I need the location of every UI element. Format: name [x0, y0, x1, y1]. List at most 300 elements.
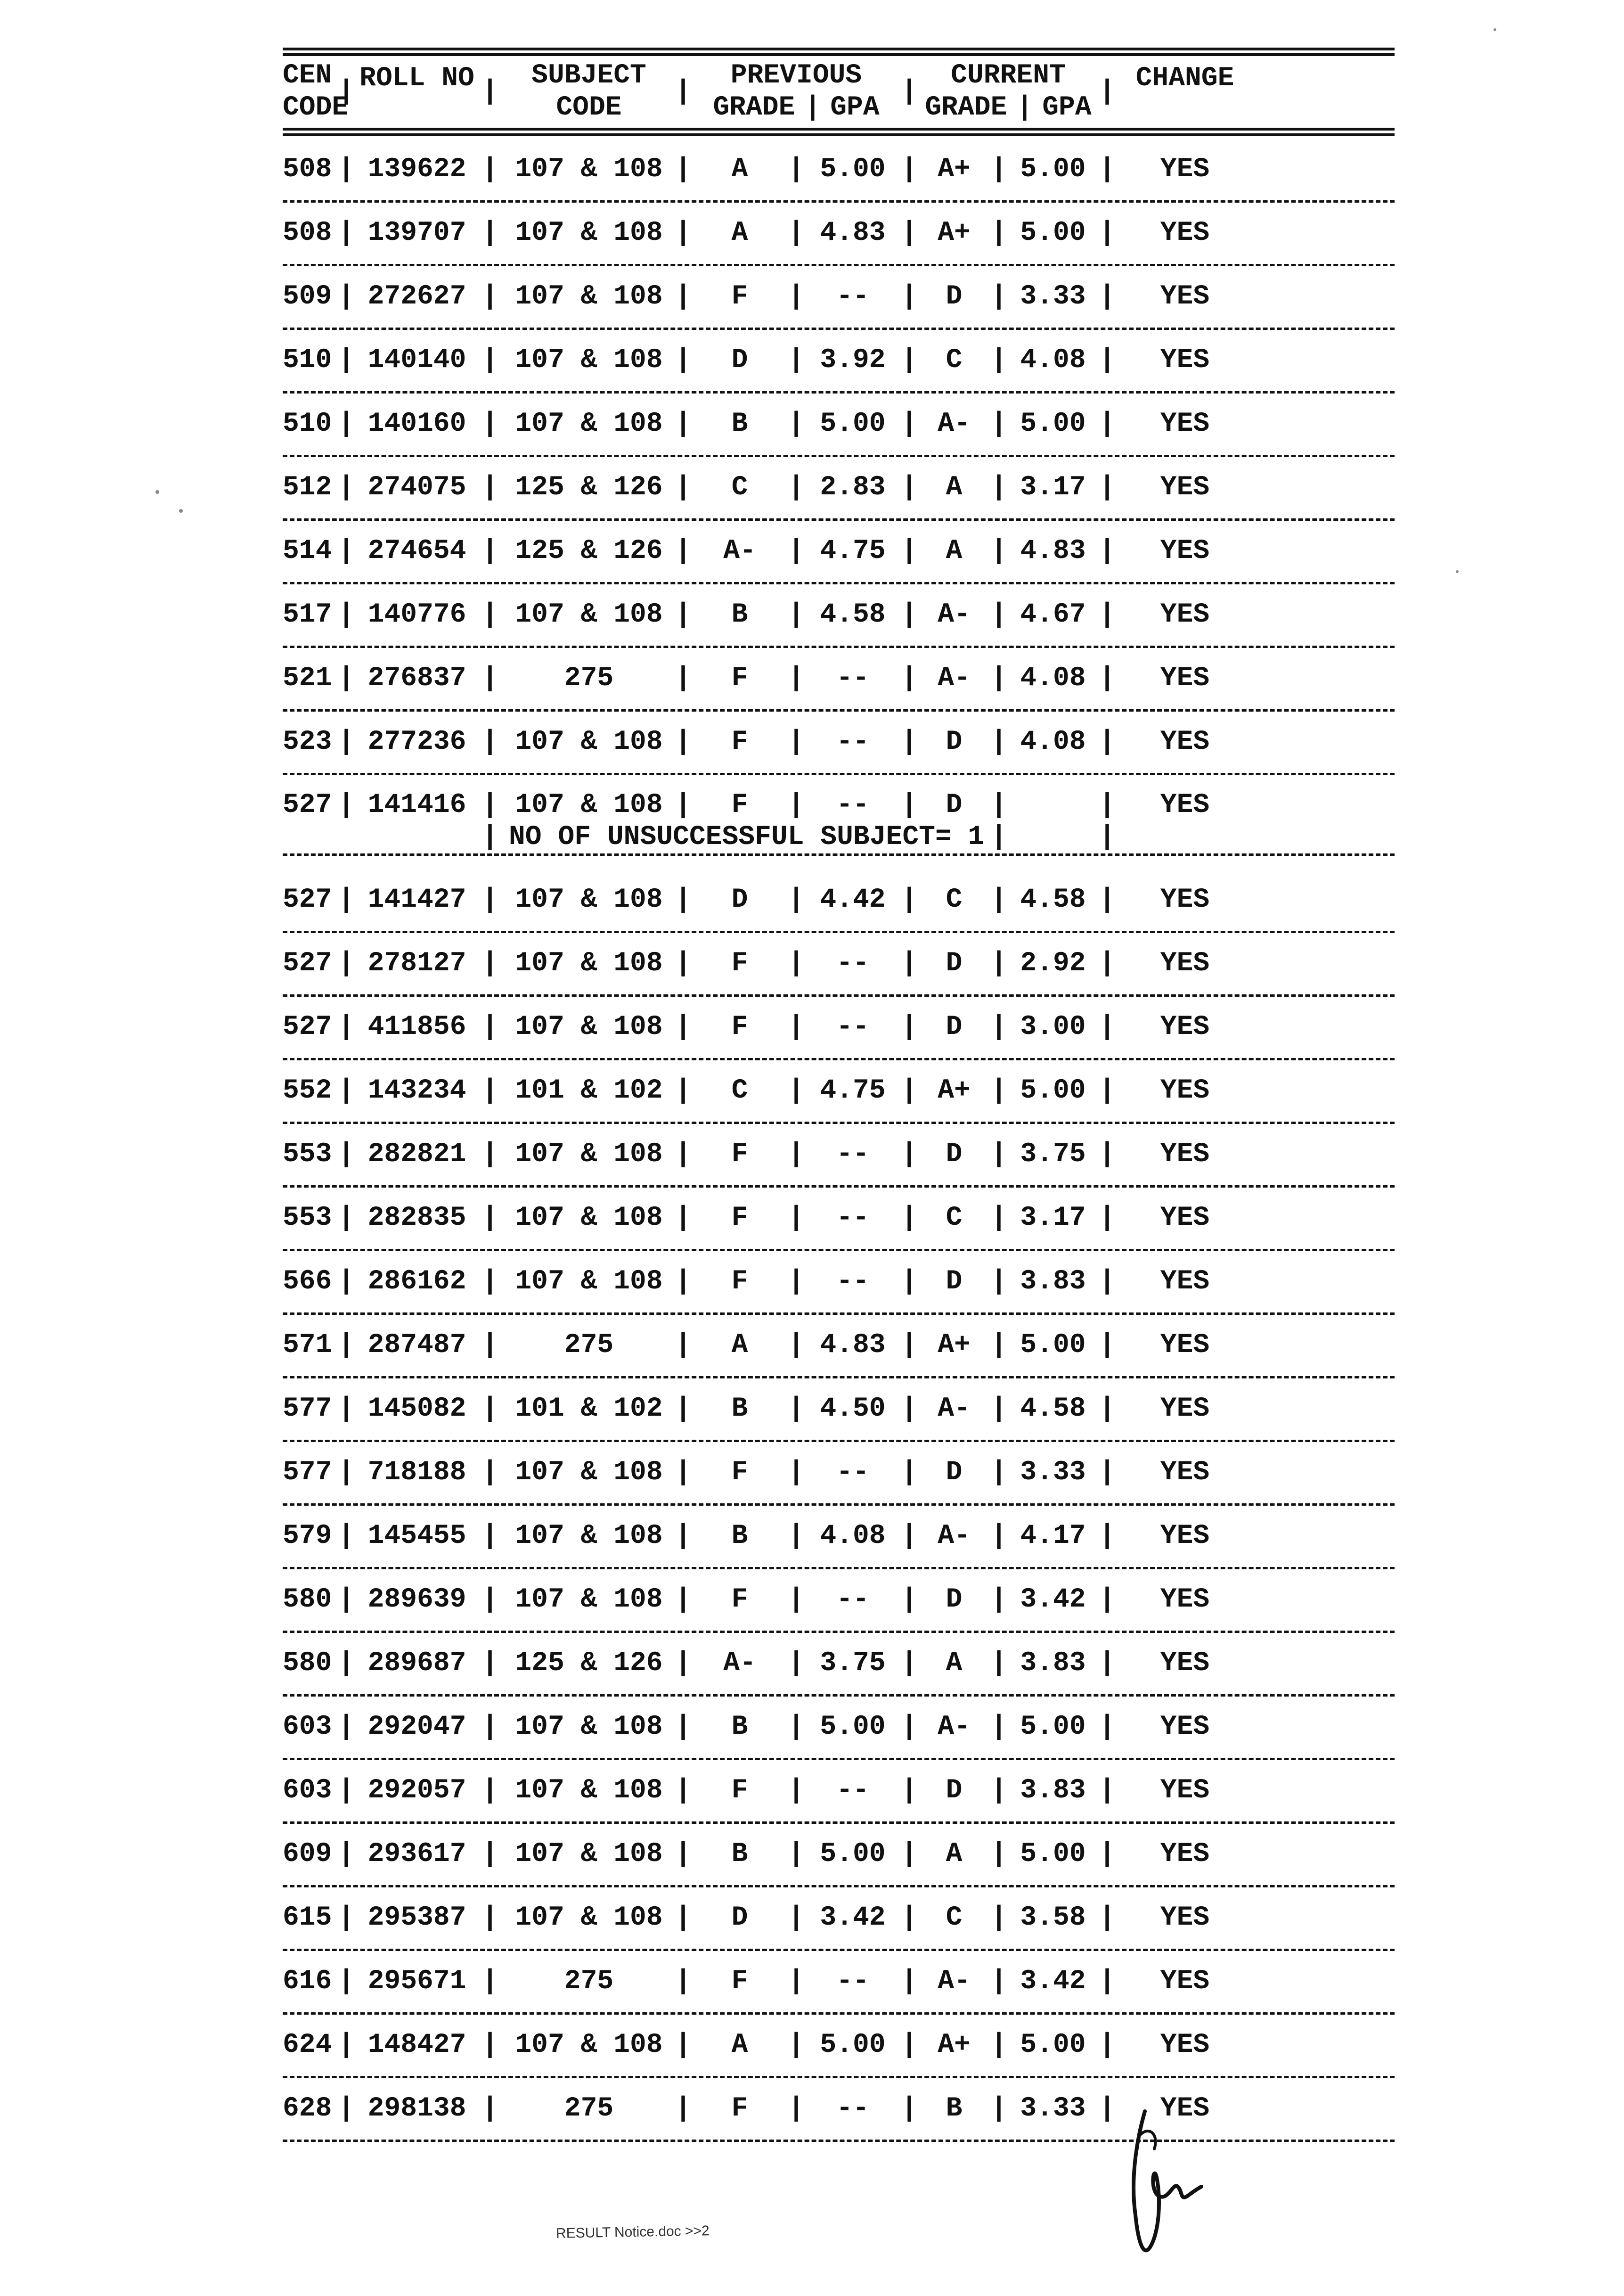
previous-gpa-cell: 2.83: [820, 472, 886, 503]
column-separator: |: [481, 1394, 498, 1424]
column-separator: |: [1099, 1203, 1116, 1233]
current-gpa-cell: 4.67: [1020, 599, 1086, 630]
previous-gpa-cell: 4.50: [820, 1394, 886, 1424]
change-cell: YES: [1160, 218, 1210, 248]
table-row-cells: [283, 1315, 1395, 1376]
current-gpa-cell: 4.08: [1020, 727, 1086, 757]
column-separator: |: [481, 536, 498, 566]
column-separator: |: [338, 1584, 355, 1615]
column-separator: |: [675, 409, 692, 439]
column-separator: |: [338, 76, 355, 107]
table-row-cells: [283, 712, 1395, 773]
current-grade-cell: D: [946, 1266, 963, 1297]
change-cell: YES: [1160, 154, 1210, 185]
column-separator: |: [901, 1266, 918, 1297]
header-current-grade: GRADE: [925, 92, 1007, 123]
column-separator: |: [788, 1648, 805, 1679]
roll-no-cell: 289687: [367, 1648, 466, 1679]
previous-grade-cell: F: [731, 727, 748, 757]
subject-code-cell: 107 & 108: [515, 1457, 663, 1488]
previous-grade-cell: B: [731, 1521, 748, 1551]
column-separator: |: [481, 663, 498, 694]
previous-gpa-cell: 4.75: [820, 1075, 886, 1106]
column-separator: |: [338, 1966, 355, 1997]
change-cell: YES: [1160, 2030, 1210, 2060]
table-row-cells: [283, 1251, 1395, 1312]
column-separator: |: [788, 409, 805, 439]
scan-speck: [155, 490, 159, 494]
current-gpa-cell: 3.42: [1020, 1966, 1086, 1997]
subject-code-cell: 107 & 108: [515, 2030, 663, 2060]
column-separator: |: [1099, 1457, 1116, 1488]
column-separator: |: [788, 790, 805, 820]
change-cell: YES: [1160, 1139, 1210, 1170]
current-grade-cell: A: [946, 472, 963, 503]
current-grade-cell: D: [946, 790, 963, 820]
previous-grade-cell: A: [731, 218, 748, 248]
column-separator: |: [1099, 154, 1116, 185]
column-separator: |: [901, 948, 918, 979]
column-separator: |: [901, 1966, 918, 1997]
column-separator: |: [1099, 1330, 1116, 1361]
roll-no-cell: 282821: [367, 1139, 466, 1170]
column-separator: |: [901, 1330, 918, 1361]
column-separator: |: [788, 472, 805, 503]
roll-no-cell: 276837: [367, 663, 466, 694]
column-separator: |: [481, 345, 498, 376]
header-previous-group: [693, 60, 900, 124]
cen-code-cell: 553: [283, 1139, 332, 1170]
column-separator: |: [1099, 281, 1116, 312]
column-separator: |: [990, 1075, 1007, 1106]
scan-speck: [179, 509, 183, 513]
column-separator: |: [338, 885, 355, 915]
column-separator: |: [675, 948, 692, 979]
column-separator: |: [481, 1775, 498, 1806]
roll-no-cell: 287487: [367, 1330, 466, 1361]
column-separator: |: [1099, 1139, 1116, 1170]
column-separator: |: [901, 1457, 918, 1488]
cen-code-cell: 580: [283, 1584, 332, 1615]
column-separator: |: [901, 1648, 918, 1679]
column-separator: |: [1099, 2093, 1116, 2124]
column-separator: |: [481, 727, 498, 757]
previous-gpa-cell: --: [836, 1266, 869, 1297]
column-separator: |: [901, 409, 918, 439]
cen-code-cell: 577: [283, 1457, 332, 1488]
column-separator: |: [901, 1075, 918, 1106]
table-row-cells: [283, 584, 1395, 646]
current-grade-cell: A+: [938, 154, 971, 185]
column-separator: |: [481, 76, 498, 107]
previous-gpa-cell: --: [836, 2093, 869, 2124]
column-separator: |: [481, 790, 498, 820]
column-separator: |: [901, 885, 918, 915]
column-separator: |: [1099, 1839, 1116, 1870]
change-cell: YES: [1160, 1521, 1210, 1551]
column-separator: |: [901, 281, 918, 312]
column-separator: |: [901, 1521, 918, 1551]
column-separator: |: [901, 536, 918, 566]
current-grade-cell: D: [946, 727, 963, 757]
table-row-cells: [283, 521, 1395, 582]
column-separator: |: [1099, 1775, 1116, 1806]
roll-no-cell: 277236: [367, 727, 466, 757]
header-previous-gpa: GPA: [830, 92, 880, 123]
column-separator: |: [675, 790, 692, 820]
column-separator: |: [1099, 1075, 1116, 1106]
previous-grade-cell: A: [731, 1330, 748, 1361]
column-separator: |: [338, 1457, 355, 1488]
current-gpa-cell: 4.58: [1020, 885, 1086, 915]
column-separator: |: [901, 790, 918, 820]
current-gpa-cell: 3.00: [1020, 1012, 1086, 1042]
current-gpa-cell: 4.58: [1020, 1394, 1086, 1424]
column-separator: |: [901, 218, 918, 248]
column-separator: |: [788, 1521, 805, 1551]
column-separator: |: [675, 472, 692, 503]
column-separator: |: [990, 1648, 1007, 1679]
column-separator: |: [675, 1457, 692, 1488]
cen-code-cell: 527: [283, 1012, 332, 1042]
row-dashed-rule: [283, 2140, 1395, 2142]
cen-code-cell: 571: [283, 1330, 332, 1361]
column-separator: |: [675, 1139, 692, 1170]
current-gpa-cell: 5.00: [1020, 218, 1086, 248]
current-grade-cell: A: [946, 1839, 963, 1870]
header-cen-code: CEN CODE: [283, 60, 349, 123]
column-separator: |: [481, 2030, 498, 2060]
column-separator: |: [675, 663, 692, 694]
subject-code-cell: 107 & 108: [515, 599, 663, 630]
column-separator: |: [338, 1012, 355, 1042]
cen-code-cell: 517: [283, 599, 332, 630]
change-cell: YES: [1160, 948, 1210, 979]
column-separator: |: [901, 2093, 918, 2124]
change-cell: YES: [1160, 536, 1210, 566]
column-separator: |: [675, 1203, 692, 1233]
subject-code-cell: 107 & 108: [515, 1712, 663, 1742]
cen-code-cell: 509: [283, 281, 332, 312]
current-gpa-cell: 4.08: [1020, 663, 1086, 694]
column-separator: |: [1099, 948, 1116, 979]
previous-grade-cell: B: [731, 599, 748, 630]
column-separator: |: [338, 1712, 355, 1742]
current-grade-cell: A-: [938, 599, 971, 630]
column-separator: |: [338, 1775, 355, 1806]
table-row-cells: [283, 139, 1395, 200]
column-separator: |: [990, 218, 1007, 248]
column-separator: |: [1099, 536, 1116, 566]
change-cell: YES: [1160, 472, 1210, 503]
subject-code-cell: 107 & 108: [515, 1139, 663, 1170]
column-separator: |: [901, 1139, 918, 1170]
column-separator: |: [338, 345, 355, 376]
column-separator: |: [338, 1203, 355, 1233]
current-grade-cell: D: [946, 1584, 963, 1615]
column-separator: |: [788, 2030, 805, 2060]
cen-code-cell: 521: [283, 663, 332, 694]
subject-code-cell: 107 & 108: [515, 345, 663, 376]
previous-gpa-cell: 4.58: [820, 599, 886, 630]
current-grade-cell: D: [946, 1775, 963, 1806]
roll-no-cell: 278127: [367, 948, 466, 979]
cen-code-cell: 510: [283, 409, 332, 439]
roll-no-cell: 292057: [367, 1775, 466, 1806]
cen-code-cell: 527: [283, 948, 332, 979]
column-separator: |: [675, 281, 692, 312]
cen-code-cell: 512: [283, 472, 332, 503]
subject-code-cell: 107 & 108: [515, 948, 663, 979]
column-separator: |: [481, 599, 498, 630]
column-separator: |: [481, 409, 498, 439]
previous-gpa-cell: --: [836, 1139, 869, 1170]
column-separator: |: [338, 1075, 355, 1106]
subject-code-cell: 107 & 108: [515, 154, 663, 185]
roll-no-cell: 274654: [367, 536, 466, 566]
current-grade-cell: D: [946, 1139, 963, 1170]
subject-code-cell: 107 & 108: [515, 790, 663, 820]
change-cell: YES: [1160, 1966, 1210, 1997]
column-separator: |: [675, 76, 692, 107]
current-gpa-cell: 3.83: [1020, 1648, 1086, 1679]
table-row: [283, 266, 1395, 330]
column-separator: |: [338, 948, 355, 979]
change-cell: YES: [1160, 1648, 1210, 1679]
cen-code-cell: 527: [283, 885, 332, 915]
current-gpa-cell: 4.08: [1020, 345, 1086, 376]
column-separator: |: [1099, 599, 1116, 630]
column-separator: |: [901, 472, 918, 503]
previous-grade-cell: B: [731, 409, 748, 439]
current-grade-cell: C: [946, 1203, 963, 1233]
column-separator: |: [990, 1966, 1007, 1997]
column-separator: |: [675, 154, 692, 185]
table-row: [283, 1887, 1395, 1951]
column-separator: |: [675, 1584, 692, 1615]
table-row-cells: [283, 997, 1395, 1058]
column-separator: |: [990, 1012, 1007, 1042]
cen-code-cell: 615: [283, 1902, 332, 1933]
current-gpa-cell: 3.17: [1020, 1203, 1086, 1233]
header-change: CHANGE: [1135, 63, 1234, 94]
roll-no-cell: 139707: [367, 218, 466, 248]
previous-gpa-cell: 4.83: [820, 1330, 886, 1361]
subject-code-cell: 107 & 108: [515, 1266, 663, 1297]
previous-grade-cell: F: [731, 1457, 748, 1488]
cen-code-cell: 523: [283, 727, 332, 757]
column-separator: |: [990, 345, 1007, 376]
column-separator: |: [675, 1839, 692, 1870]
column-separator: |: [901, 1775, 918, 1806]
column-separator: |: [675, 1775, 692, 1806]
column-separator: |: [675, 1966, 692, 1997]
cen-code-cell: 603: [283, 1775, 332, 1806]
column-separator: |: [788, 345, 805, 376]
column-separator: |: [481, 472, 498, 503]
previous-grade-cell: B: [731, 1394, 748, 1424]
column-separator: |: [990, 822, 1007, 853]
current-grade-cell: D: [946, 281, 963, 312]
roll-no-cell: 289639: [367, 1584, 466, 1615]
column-separator: |: [481, 1203, 498, 1233]
column-separator: |: [788, 536, 805, 566]
column-separator: |: [675, 1712, 692, 1742]
table-row-cells: [283, 1442, 1395, 1503]
current-gpa-cell: 3.42: [1020, 1584, 1086, 1615]
column-separator: |: [338, 599, 355, 630]
column-separator: |: [990, 1712, 1007, 1742]
column-separator: |: [990, 1139, 1007, 1170]
previous-grade-cell: F: [731, 1775, 748, 1806]
cen-code-cell: 616: [283, 1966, 332, 1997]
subject-code-cell: 107 & 108: [515, 218, 663, 248]
roll-no-cell: 295671: [367, 1966, 466, 1997]
column-separator: |: [481, 948, 498, 979]
roll-no-cell: 272627: [367, 281, 466, 312]
current-gpa-cell: 5.00: [1020, 1839, 1086, 1870]
column-separator: |: [788, 1902, 805, 1933]
column-separator: |: [901, 1012, 918, 1042]
table-row-cells: [283, 266, 1395, 328]
change-cell: YES: [1160, 2093, 1210, 2124]
cen-code-cell: 609: [283, 1839, 332, 1870]
header-roll-no: ROLL NO: [359, 63, 474, 94]
column-separator: |: [1099, 1902, 1116, 1933]
cen-code-cell: 624: [283, 2030, 332, 2060]
column-separator: |: [788, 2093, 805, 2124]
column-separator: |: [788, 1457, 805, 1488]
roll-no-cell: 274075: [367, 472, 466, 503]
previous-grade-cell: F: [731, 790, 748, 820]
column-separator: |: [675, 1394, 692, 1424]
header-current: CURRENT: [951, 60, 1066, 91]
previous-grade-cell: F: [731, 281, 748, 312]
previous-grade-cell: D: [731, 885, 748, 915]
header-current-gpa: GPA: [1042, 92, 1092, 123]
column-separator: |: [901, 1584, 918, 1615]
previous-gpa-cell: --: [836, 790, 869, 820]
table-row-cells: [283, 1506, 1395, 1567]
column-separator: |: [990, 409, 1007, 439]
subject-code-cell: 275: [564, 663, 614, 694]
current-gpa-cell: 4.17: [1020, 1521, 1086, 1551]
table-row: [283, 1378, 1395, 1442]
column-separator: |: [481, 154, 498, 185]
current-gpa-cell: 5.00: [1020, 1075, 1086, 1106]
previous-grade-cell: F: [731, 2093, 748, 2124]
change-cell: YES: [1160, 345, 1210, 376]
column-separator: |: [675, 1648, 692, 1679]
column-separator: |: [901, 76, 918, 107]
column-separator: |: [1016, 92, 1033, 123]
scan-speck: [1493, 28, 1496, 31]
column-separator: |: [481, 1330, 498, 1361]
table-row: [283, 712, 1395, 775]
table-row: [283, 1124, 1395, 1188]
change-cell: YES: [1160, 1775, 1210, 1806]
column-separator: |: [788, 1139, 805, 1170]
table-row: [283, 1442, 1395, 1506]
previous-grade-cell: F: [731, 1966, 748, 1997]
column-separator: |: [901, 663, 918, 694]
column-separator: |: [338, 2030, 355, 2060]
previous-gpa-cell: --: [836, 663, 869, 694]
table-row: [283, 203, 1395, 266]
roll-no-cell: 145455: [367, 1521, 466, 1551]
previous-grade-cell: F: [731, 1012, 748, 1042]
current-gpa-cell: 4.83: [1020, 536, 1086, 566]
roll-no-cell: 140140: [367, 345, 466, 376]
subject-code-cell: 107 & 108: [515, 1775, 663, 1806]
table-row-cells: [283, 1633, 1395, 1694]
roll-no-cell: 295387: [367, 1902, 466, 1933]
column-separator: |: [1099, 472, 1116, 503]
column-separator: |: [481, 1457, 498, 1488]
column-separator: |: [990, 885, 1007, 915]
table-row: [283, 1188, 1395, 1251]
column-separator: |: [675, 536, 692, 566]
subject-code-cell: 107 & 108: [515, 1203, 663, 1233]
column-separator: |: [788, 1394, 805, 1424]
table-row: [283, 457, 1395, 521]
roll-no-cell: 411856: [367, 1012, 466, 1042]
column-separator: |: [675, 1075, 692, 1106]
cen-code-cell: 527: [283, 790, 332, 820]
column-separator: |: [901, 1712, 918, 1742]
column-separator: |: [338, 1902, 355, 1933]
current-grade-cell: D: [946, 1012, 963, 1042]
column-separator: |: [481, 2093, 498, 2124]
column-separator: |: [675, 218, 692, 248]
column-separator: |: [481, 885, 498, 915]
column-separator: |: [788, 218, 805, 248]
column-separator: |: [804, 92, 821, 123]
column-separator: |: [338, 472, 355, 503]
table-row-cells: [283, 1188, 1395, 1249]
roll-no-cell: 140160: [367, 409, 466, 439]
column-separator: |: [1099, 727, 1116, 757]
table-row-cells: [283, 1951, 1395, 2012]
previous-grade-cell: C: [731, 472, 748, 503]
roll-no-cell: 282835: [367, 1203, 466, 1233]
current-gpa-cell: 5.00: [1020, 154, 1086, 185]
current-gpa-cell: 5.00: [1020, 409, 1086, 439]
column-separator: |: [338, 154, 355, 185]
current-gpa-cell: 3.58: [1020, 1902, 1086, 1933]
current-grade-cell: A-: [938, 409, 971, 439]
column-separator: |: [338, 663, 355, 694]
current-grade-cell: A-: [938, 1521, 971, 1551]
column-separator: |: [901, 727, 918, 757]
column-separator: |: [788, 1203, 805, 1233]
column-separator: |: [481, 1139, 498, 1170]
table-row: [283, 1315, 1395, 1378]
previous-gpa-cell: 3.75: [820, 1648, 886, 1679]
cen-code-cell: 552: [283, 1075, 332, 1106]
roll-no-cell: 293617: [367, 1839, 466, 1870]
column-separator: |: [788, 1075, 805, 1106]
column-separator: |: [481, 822, 498, 853]
table-body: [283, 139, 1395, 2142]
column-separator: |: [338, 727, 355, 757]
header-previous: PREVIOUS: [730, 60, 862, 91]
table-row-cells: [283, 203, 1395, 264]
previous-grade-cell: B: [731, 1712, 748, 1742]
previous-grade-cell: D: [731, 1902, 748, 1933]
column-separator: |: [481, 281, 498, 312]
previous-grade-cell: B: [731, 1839, 748, 1870]
